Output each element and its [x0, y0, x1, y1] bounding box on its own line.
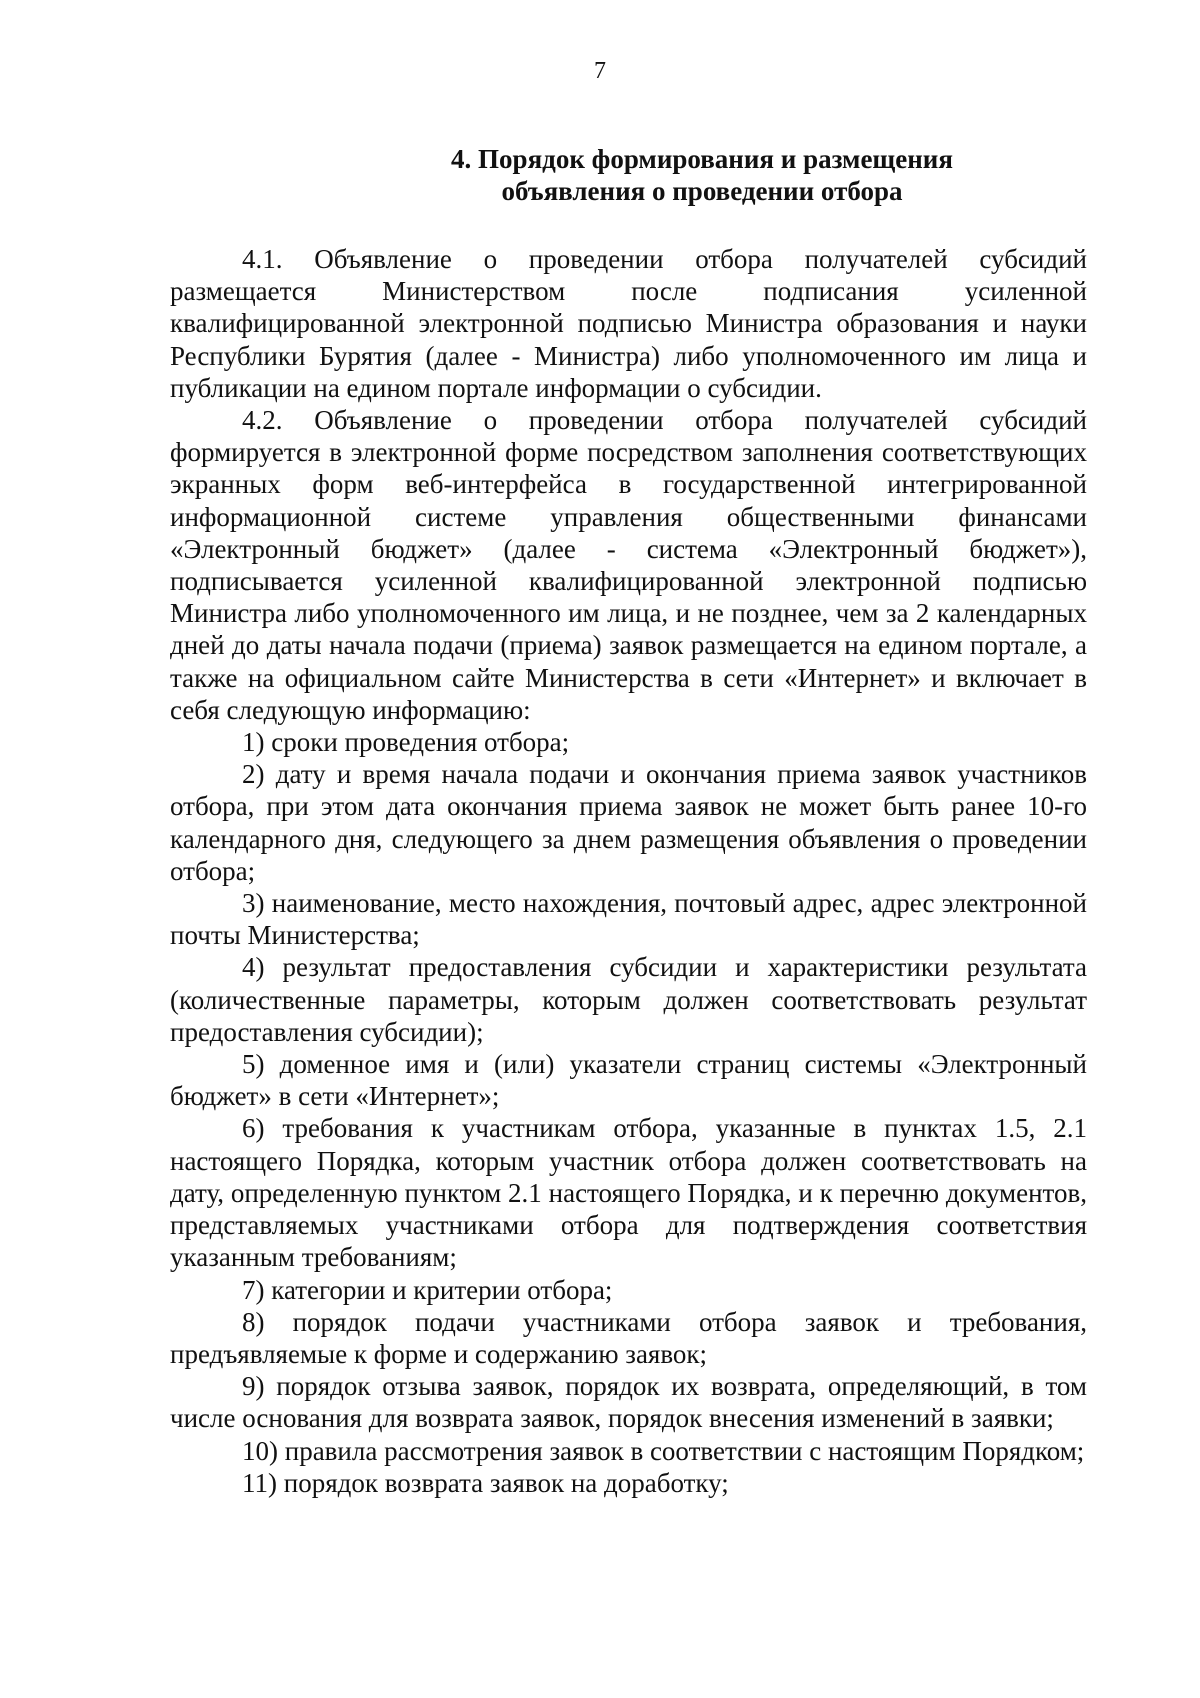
list-item-6: 6) требования к участникам отбора, указанные в пунктах 1.5, 2.1 настоящего Порядка, которым участник отбора должен соответствовать на дату, определенную пунктом 2.1 настоящего Порядка, и к перечню документов, представляемых участниками отбора для подтверждения соответствия указанным требованиям; — [170, 1113, 1087, 1273]
paragraph-4-2: 4.2. Объявление о проведении отбора получателей субсидий формируется в электронной форме посредством заполнения соответствующих экранных форм веб-интерфейса в государственной интегрированной информационной системе управления общественными финансами «Электронный бюджет» (далее - система «Электронный бюджет»), подписывается усиленной квалифицированной электронной подписью Министра либо уполномоченного им лица, и не позднее, чем за 2 календарных дней до даты начала подачи (приема) заявок размещается на едином портале, а также на официальном сайте Министерства в сети «Интернет» и включает в себя следующую информацию: — [170, 405, 1087, 725]
list-item-10: 10) правила рассмотрения заявок в соответствии с настоящим Порядком; — [242, 1435, 1085, 1466]
section-title — [160, 143, 1200, 207]
list-item-9: 9) порядок отзыва заявок, порядок их возврата, определяющий, в том числе основания для возврата заявок, порядок внесения изменений в заявки; — [170, 1371, 1087, 1434]
list-item-4: 4) результат предоставления субсидии и характеристики результата (количественные параметры, которым должен соответствовать результат предоставления субсидии); — [170, 952, 1087, 1047]
paragraph-4-1: 4.1. Объявление о проведении отбора получателей субсидий размещается Министерством после подписания усиленной квалифицированной электронной подписью Министра образования и науки Республики Бурятия (далее - Министра) либо уполномоченного им лица и публикации на едином портале информации о субсидии. — [170, 244, 1087, 403]
list-item-7: 7) категории и критерии отбора; — [242, 1274, 613, 1305]
list-item-2: 2) дату и время начала подачи и окончания приема заявок участников отбора, при этом дата окончания приема заявок не может быть ранее 10-го календарного дня, следующего за днем размещения объявления о проведении отбора; — [170, 759, 1087, 886]
list-item-3: 3) наименование, место нахождения, почтовый адрес, адрес электронной почты Министерства; — [170, 888, 1087, 951]
document-body — [170, 243, 1087, 1499]
list-item-1: 1) сроки проведения отбора; — [242, 727, 570, 758]
list-item-11: 11) порядок возврата заявок на доработку; — [242, 1467, 729, 1498]
page-number: 7 — [594, 58, 606, 84]
section-title-line-2: объявления о проведении отбора — [501, 176, 903, 206]
section-title-line-1: 4. Порядок формирования и размещения — [451, 144, 953, 174]
list-item-8: 8) порядок подачи участниками отбора заявок и требования, предъявляемые к форме и содержанию заявок; — [170, 1306, 1087, 1369]
list-item-5: 5) доменное имя и (или) указатели страниц системы «Электронный бюджет» в сети «Интернет»; — [170, 1049, 1087, 1112]
